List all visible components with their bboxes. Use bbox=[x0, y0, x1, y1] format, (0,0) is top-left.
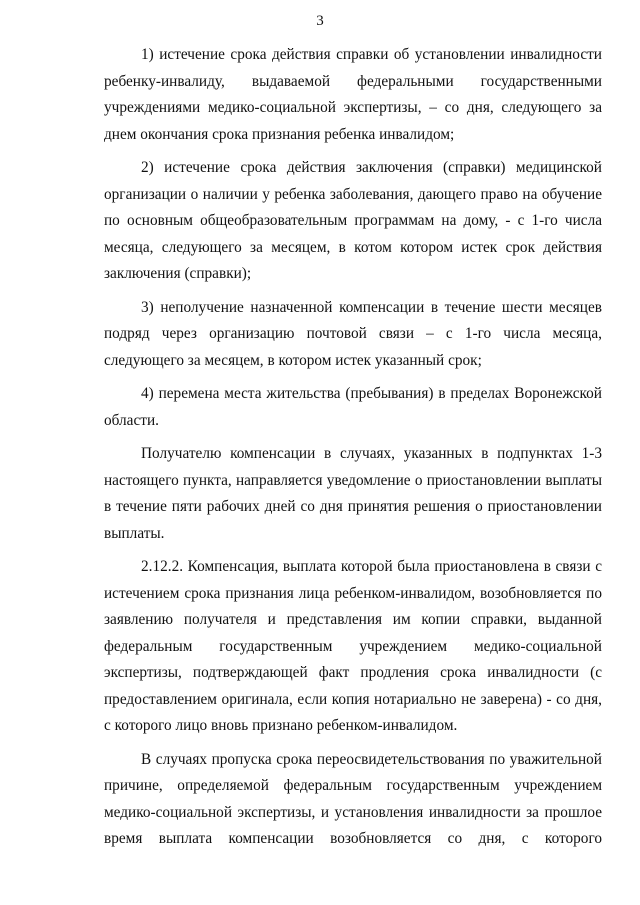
paragraph-item-2: 2) истечение срока действия заключения (справки) медицинской организации о наличии у ребенка заболевания, дающего право на обучение по основным общеобразовательным программам на дому, - с 1-го числа месяца, следующего за месяцем, в котом котором истек срок действия заключения (справки); bbox=[104, 159, 602, 282]
page-number: 3 bbox=[316, 13, 324, 29]
paragraph-item-3: 3) неполучение назначенной компенсации в течение шести месяцев подряд через организацию почтовой связи – с 1-го числа месяца, следующего за месяцем, в котором истек указанный срок; bbox=[104, 298, 602, 369]
paragraph-missed-term: В случаях пропуска срока переосвидетельствования по уважительной причине, определяемой федеральным государственным учреждением медико-социальной экспертизы, и установления инвалидности за прошлое время выплата компенсации возобновляется со дня, с которого bbox=[104, 750, 602, 847]
paragraph-notice: Получателю компенсации в случаях, указанных в подпунктах 1-3 настоящего пункта, направляется уведомление о приостановлении выплаты в течение пяти рабочих дней со дня принятия решения о приостановлении выплаты. bbox=[104, 445, 602, 542]
paragraph-item-1: 1) истечение срока действия справки об установлении инвалидности ребенку-инвалиду, выдаваемой федеральными государственными учреждениями медико-социальной экспертизы, – со дня, следующего за днем окончания срока признания ребенка инвалидом; bbox=[104, 46, 602, 143]
paragraph-item-4: 4) перемена места жительства (пребывания) в пределах Воронежской области. bbox=[104, 385, 602, 429]
document-body bbox=[104, 42, 602, 853]
paragraph-2-12-2: 2.12.2. Компенсация, выплата которой была приостановлена в связи с истечением срока признания лица ребенком-инвалидом, возобновляется по заявлению получателя и представления им копии справки, выданной федеральным государственным учреждением медико-социальной экспертизы, подтверждающей факт продления срока инвалидности (с предоставлением оригинала, если копия нотариально не заверена) - со дня, с которого лицо вновь признано ребенком-инвалидом. bbox=[104, 558, 602, 734]
